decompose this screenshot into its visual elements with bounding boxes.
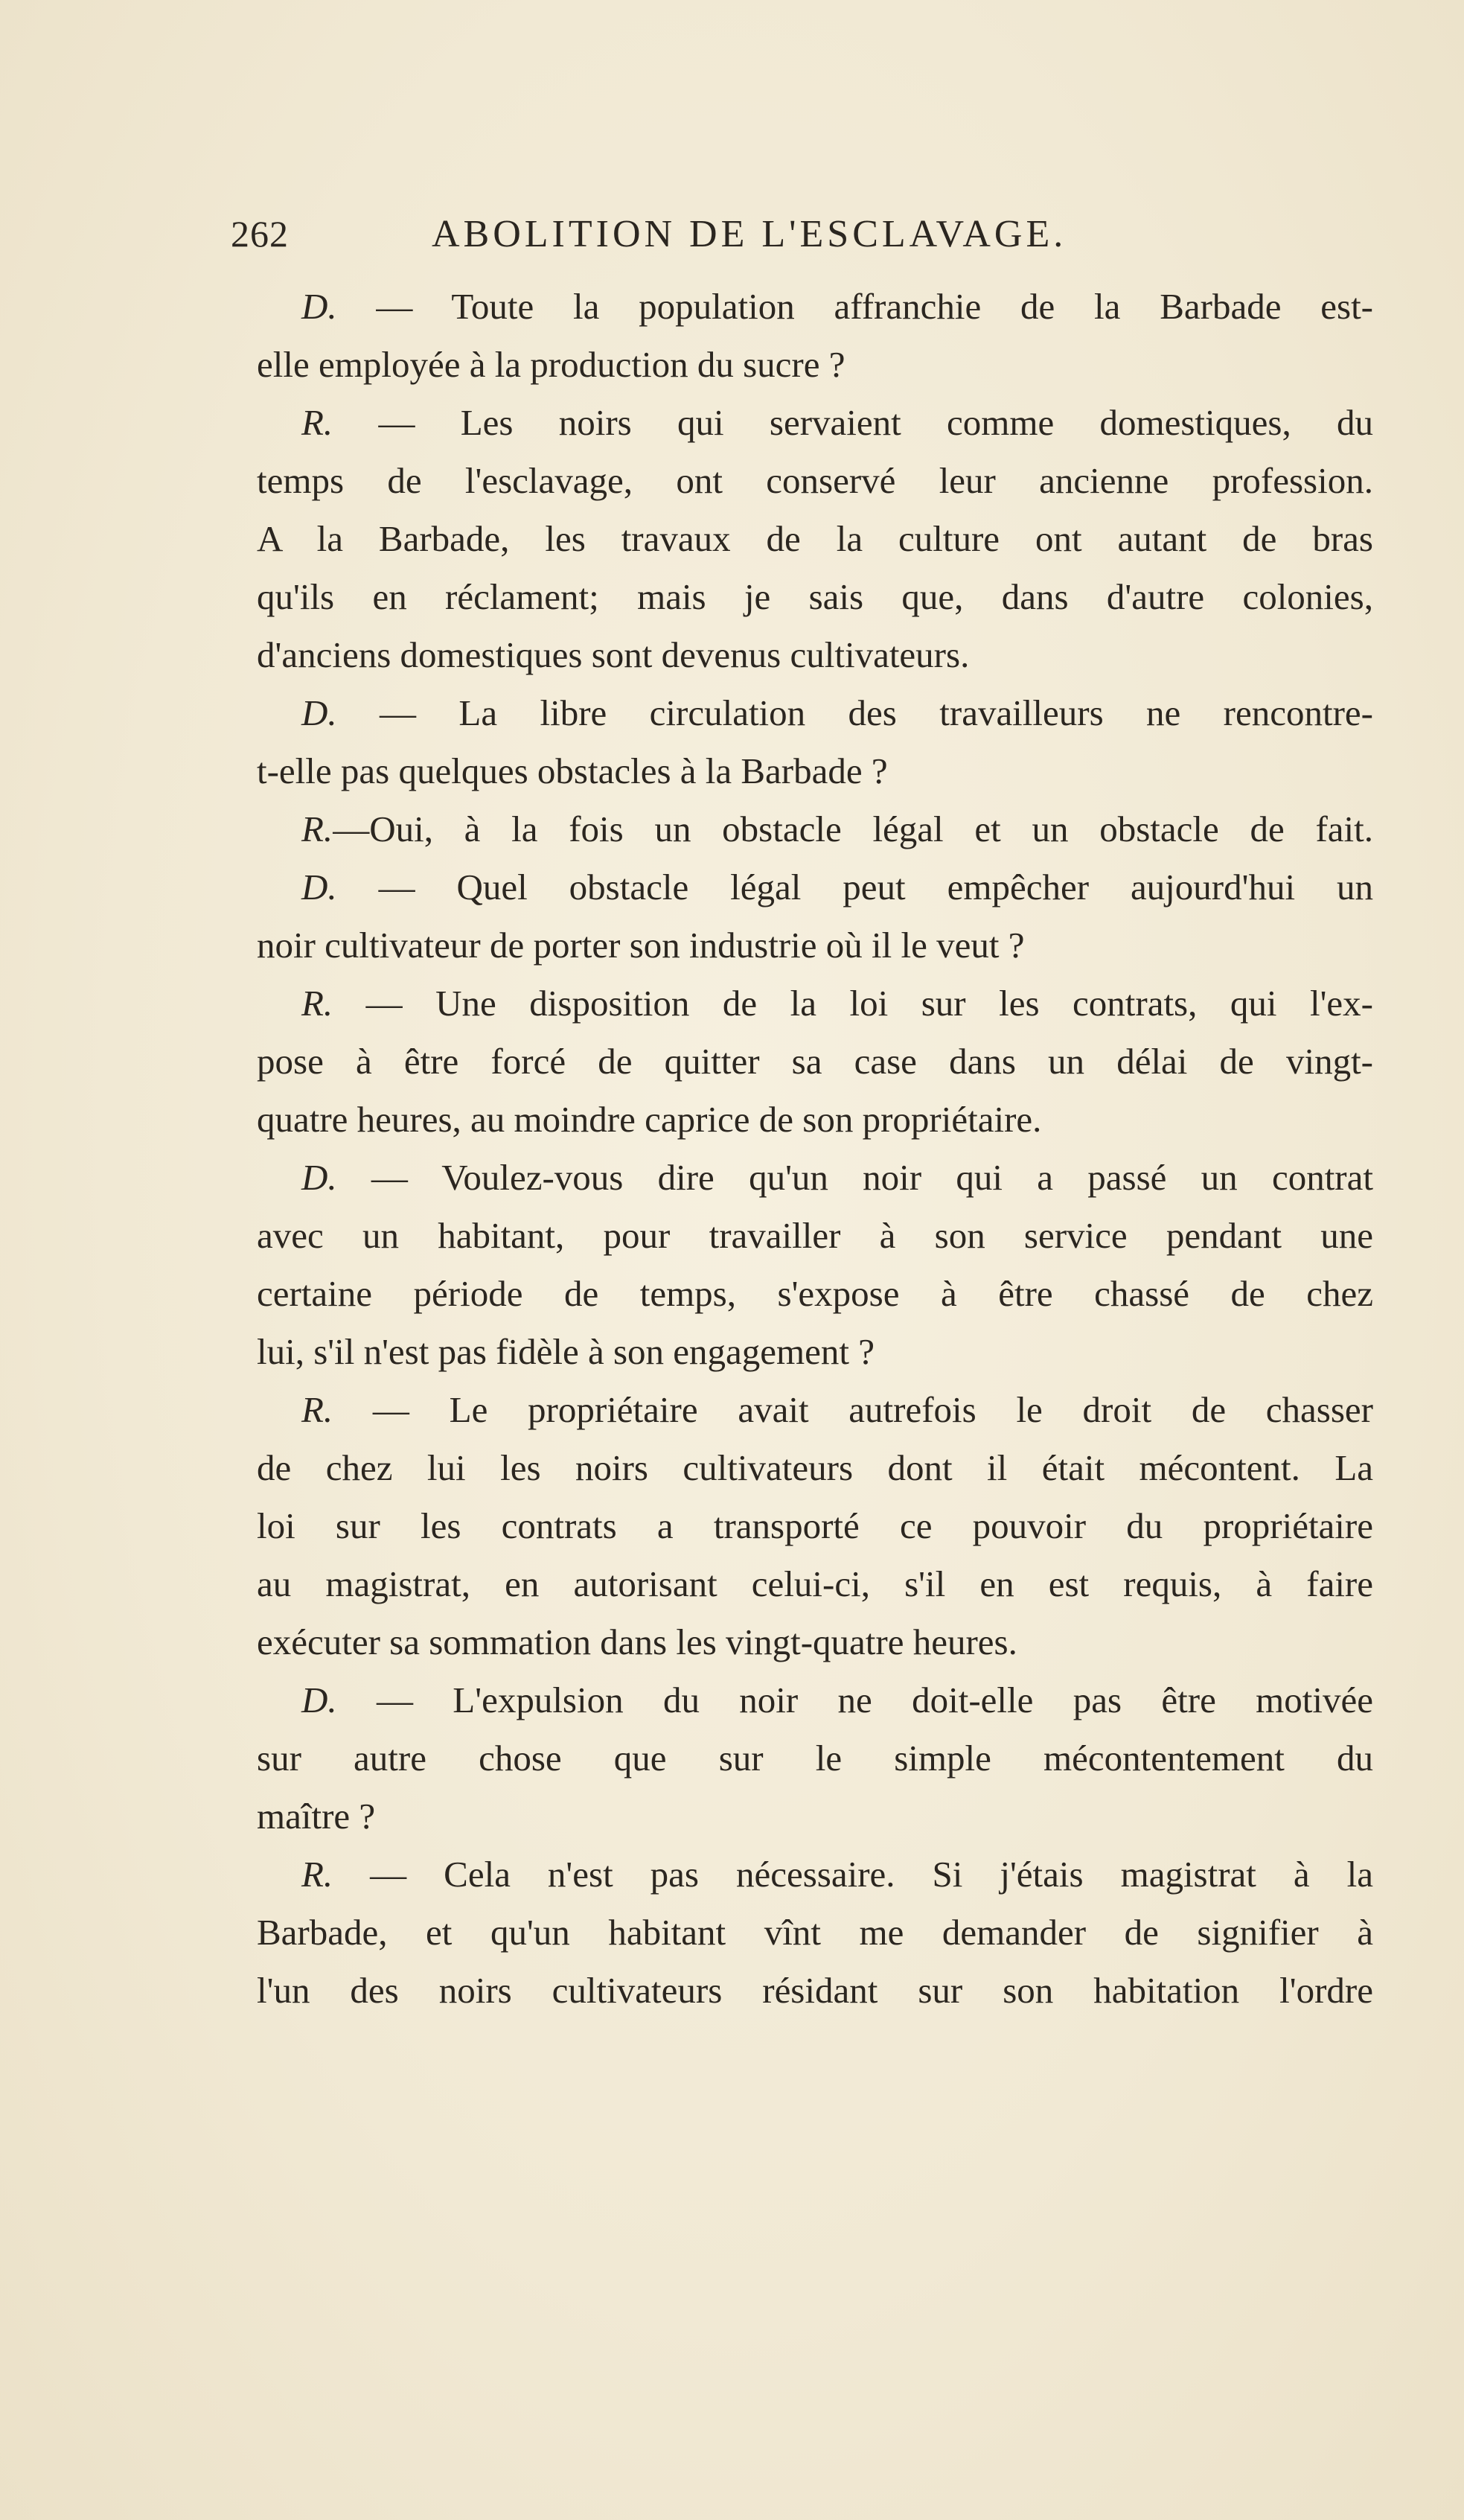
line-text: d'anciens domestiques sont devenus cultivateurs. (257, 634, 970, 675)
text-line (257, 1962, 1373, 2020)
text-line (257, 626, 1373, 684)
text-line (257, 1497, 1373, 1555)
text-line (257, 1207, 1373, 1265)
text-line (257, 800, 1373, 858)
line-text: au magistrat, en autorisant celui-ci, s'il en est requis, à faire (257, 1563, 1373, 1604)
text-line (257, 916, 1373, 974)
line-text: de chez lui les noirs cultivateurs dont il était mécontent. La (257, 1447, 1373, 1488)
text-line (257, 1613, 1373, 1671)
text-line (257, 394, 1373, 452)
speaker-label: D. (301, 1157, 337, 1198)
line-text: t-elle pas quelques obstacles à la Barbade ? (257, 750, 888, 791)
line-text: lui, s'il n'est pas fidèle à son engagement ? (257, 1331, 875, 1372)
line-text: noir cultivateur de porter son industrie où il le veut ? (257, 925, 1025, 966)
speaker-label: R. (301, 983, 333, 1024)
body-text (257, 278, 1373, 2020)
line-text: — Le propriétaire avait autrefois le droit de chasser (333, 1389, 1373, 1430)
line-text: certaine période de temps, s'expose à être chassé de chez (257, 1273, 1373, 1314)
line-text: — La libre circulation des travailleurs ne rencontre- (336, 692, 1373, 733)
line-text: sur autre chose que sur le simple mécontentement du (257, 1738, 1373, 1779)
line-text: quatre heures, au moindre caprice de son propriétaire. (257, 1099, 1042, 1140)
text-line (257, 278, 1373, 336)
speaker-label: R. (301, 1389, 333, 1430)
speaker-label: D. (301, 692, 337, 733)
page-header (231, 212, 1243, 272)
line-text: qu'ils en réclament; mais je sais que, dans d'autre colonies, (257, 576, 1373, 617)
text-line (257, 1904, 1373, 1962)
line-text: avec un habitant, pour travailler à son service pendant une (257, 1215, 1373, 1256)
speaker-label: R. (301, 1854, 333, 1895)
text-line (257, 1671, 1373, 1729)
line-text: — L'expulsion du noir ne doit-elle pas être motivée (336, 1680, 1373, 1720)
page-number: 262 (231, 213, 289, 255)
text-line (257, 974, 1373, 1033)
text-line (257, 1033, 1373, 1091)
line-text: temps de l'esclavage, ont conservé leur ancienne profession. (257, 460, 1373, 501)
text-line (257, 1555, 1373, 1613)
line-text: — Toute la population affranchie de la Barbade est- (336, 286, 1373, 327)
speaker-label: D. (301, 286, 337, 327)
text-line (257, 1787, 1373, 1846)
line-text: —Oui, à la fois un obstacle légal et un obstacle de fait. (333, 808, 1373, 849)
line-text: Barbade, et qu'un habitant vînt me demander de signifier à (257, 1912, 1373, 1953)
text-line (257, 1846, 1373, 1904)
line-text: — Cela n'est pas nécessaire. Si j'étais magistrat à la (333, 1854, 1373, 1895)
line-text: elle employée à la production du sucre ? (257, 344, 846, 385)
line-text: maître ? (257, 1796, 376, 1837)
running-head: ABOLITION DE L'ESCLAVAGE. (432, 213, 1067, 255)
text-line (257, 452, 1373, 510)
text-line (257, 1265, 1373, 1323)
line-text: — Voulez-vous dire qu'un noir qui a passé un contrat (336, 1157, 1373, 1198)
text-line (257, 1381, 1373, 1439)
text-line (257, 1439, 1373, 1497)
text-line (257, 568, 1373, 626)
line-text: — Une disposition de la loi sur les contrats, qui l'ex- (333, 983, 1373, 1024)
line-text: loi sur les contrats a transporté ce pouvoir du propriétaire (257, 1505, 1373, 1546)
text-line (257, 1323, 1373, 1381)
line-text: — Quel obstacle légal peut empêcher aujourd'hui un (336, 867, 1373, 907)
line-text: l'un des noirs cultivateurs résidant sur son habitation l'ordre (257, 1970, 1373, 2011)
text-line (257, 1091, 1373, 1149)
line-text: A la Barbade, les travaux de la culture ont autant de bras (257, 518, 1373, 559)
speaker-label: D. (301, 867, 337, 907)
speaker-label: R. (301, 808, 333, 849)
text-line (257, 336, 1373, 394)
text-line (257, 1729, 1373, 1787)
text-line (257, 684, 1373, 742)
speaker-label: R. (301, 402, 333, 443)
line-text: pose à être forcé de quitter sa case dans un délai de vingt- (257, 1041, 1373, 1082)
text-line (257, 1149, 1373, 1207)
text-line (257, 510, 1373, 568)
line-text: — Les noirs qui servaient comme domestiques, du (333, 402, 1373, 443)
text-line (257, 858, 1373, 916)
speaker-label: D. (301, 1680, 337, 1720)
line-text: exécuter sa sommation dans les vingt-quatre heures. (257, 1621, 1017, 1662)
text-line (257, 742, 1373, 800)
